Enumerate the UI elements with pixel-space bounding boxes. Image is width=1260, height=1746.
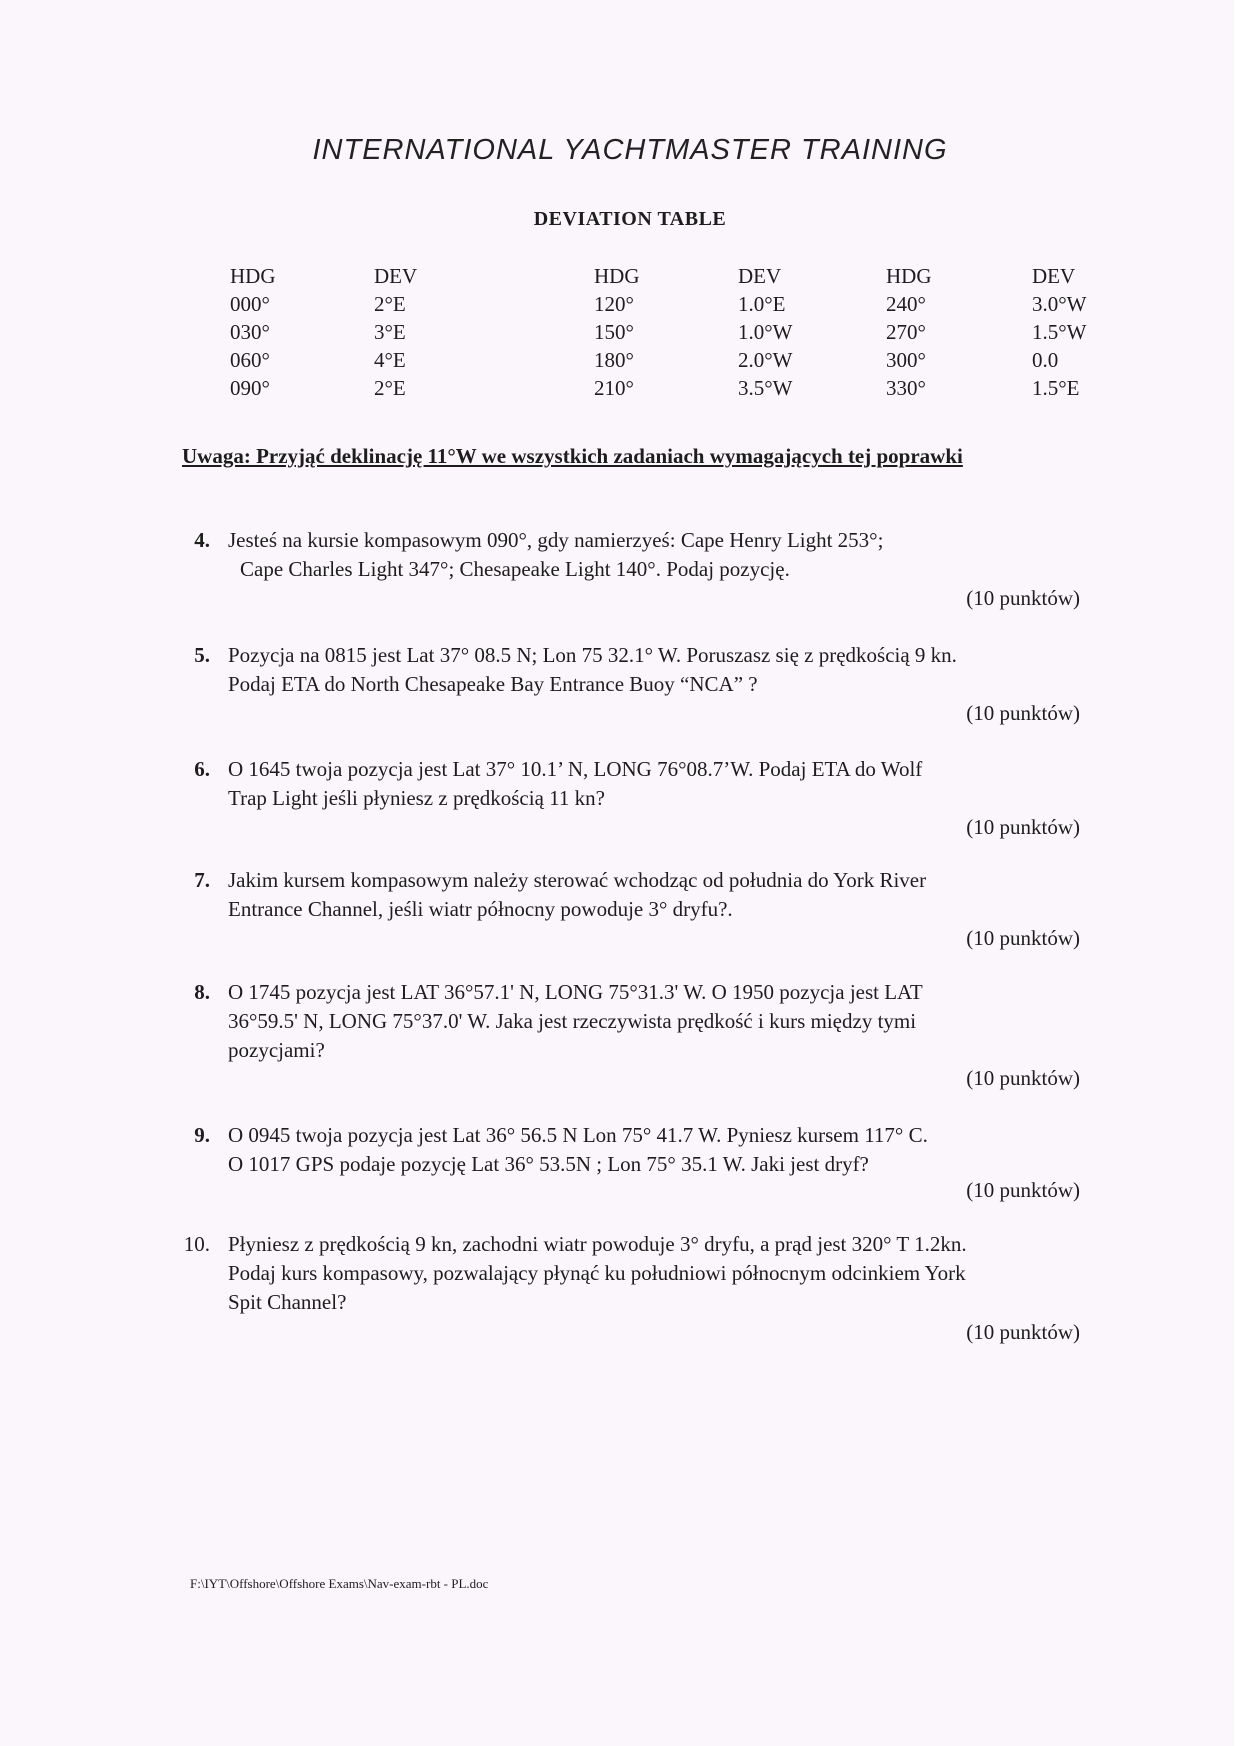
column-header: DEV	[738, 264, 782, 288]
question-number: 5.	[194, 643, 210, 667]
table-cell: 2°E	[374, 292, 406, 316]
question-number: 4.	[194, 528, 210, 552]
deviation-column-dev-1	[374, 262, 417, 402]
column-header: HDG	[230, 264, 276, 288]
question-text	[228, 866, 1098, 924]
question-line: Cape Charles Light 347°; Chesapeake Light 140°. Podaj pozycję.	[240, 557, 790, 581]
question-line: 36°59.5' N, LONG 75°37.0' W. Jaka jest rzeczywista prędkość i kurs między tymi	[228, 1009, 917, 1033]
table-cell: 150°	[594, 320, 634, 344]
question-text	[228, 641, 1098, 699]
table-cell: 060°	[230, 348, 270, 372]
question-text	[228, 526, 1098, 584]
deviation-column-hdg-1	[230, 262, 276, 402]
question-line: Entrance Channel, jeśli wiatr północny powoduje 3° dryfu?.	[228, 897, 733, 921]
table-cell: 240°	[886, 292, 926, 316]
question-text	[228, 755, 1098, 813]
document-title: INTERNATIONAL YACHTMASTER TRAINING	[312, 134, 948, 166]
question-line: Pozycja na 0815 jest Lat 37° 08.5 N; Lon 75 32.1° W. Poruszasz się z prędkością 9 kn.	[228, 643, 957, 667]
question-line: Trap Light jeśli płyniesz z prędkością 11 kn?	[228, 786, 605, 810]
table-cell: 090°	[230, 376, 270, 400]
question-line: O 0945 twoja pozycja jest Lat 36° 56.5 N Lon 75° 41.7 W. Pyniesz kursem 117° C.	[228, 1123, 928, 1147]
table-cell: 3°E	[374, 320, 406, 344]
table-cell: 0.0	[1032, 348, 1059, 372]
declination-note: Uwaga: Przyjąć deklinację 11°W we wszystkich zadaniach wymagających tej poprawki	[182, 444, 963, 468]
table-cell: 1.0°W	[738, 320, 793, 344]
question-points: (10 punktów)	[966, 815, 1080, 839]
question-points: (10 punktów)	[966, 1066, 1080, 1090]
table-cell: 3.0°W	[1032, 292, 1087, 316]
table-cell: 210°	[594, 376, 634, 400]
question-line: Spit Channel?	[228, 1290, 347, 1314]
table-cell: 3.5°W	[738, 376, 793, 400]
question-line: O 1745 pozycja jest LAT 36°57.1' N, LONG 75°31.3' W. O 1950 pozycja jest LAT	[228, 980, 923, 1004]
question-line: Płyniesz z prędkością 9 kn, zachodni wiatr powoduje 3° dryfu, a prąd jest 320° T 1.2kn.	[228, 1232, 967, 1256]
question-number: 6.	[194, 757, 210, 781]
table-cell: 2.0°W	[738, 348, 793, 372]
deviation-column-hdg-3	[886, 262, 932, 402]
question-number: 7.	[194, 868, 210, 892]
question-line: O 1645 twoja pozycja jest Lat 37° 10.1’ N, LONG 76°08.7’W. Podaj ETA do Wolf	[228, 757, 923, 781]
question-number: 10.	[183, 1232, 210, 1256]
deviation-table-title: DEVIATION TABLE	[533, 208, 727, 230]
deviation-column-hdg-2	[594, 262, 640, 402]
column-header: DEV	[374, 264, 418, 288]
question-points: (10 punktów)	[966, 1320, 1080, 1344]
question-text	[228, 978, 1098, 1065]
table-cell: 4°E	[374, 348, 406, 372]
table-cell: 1.0°E	[738, 292, 786, 316]
question-line: O 1017 GPS podaje pozycję Lat 36° 53.5N ; Lon 75° 35.1 W. Jaki jest dryf?	[228, 1152, 869, 1176]
table-cell: 330°	[886, 376, 926, 400]
table-cell: 030°	[230, 320, 270, 344]
question-line: Jakim kursem kompasowym należy sterować wchodząc od południa do York River	[228, 868, 927, 892]
deviation-column-dev-2	[738, 262, 792, 402]
deviation-table	[0, 262, 1260, 402]
question-number: 9.	[194, 1123, 210, 1147]
question-text	[228, 1121, 1098, 1179]
table-cell: 180°	[594, 348, 634, 372]
column-header: DEV	[1032, 264, 1076, 288]
table-cell: 1.5°W	[1032, 320, 1087, 344]
question-points: (10 punktów)	[966, 586, 1080, 610]
question-line: Jesteś na kursie kompasowym 090°, gdy namierzyeś: Cape Henry Light 253°;	[228, 528, 884, 552]
file-path-footer: F:\IYT\Offshore\Offshore Exams\Nav-exam-rbt - PL.doc	[190, 1576, 489, 1591]
question-points: (10 punktów)	[966, 701, 1080, 725]
table-cell: 120°	[594, 292, 634, 316]
table-cell: 270°	[886, 320, 926, 344]
deviation-column-dev-3	[1032, 262, 1086, 402]
question-number: 8.	[194, 980, 210, 1004]
table-cell: 1.5°E	[1032, 376, 1080, 400]
question-points: (10 punktów)	[966, 926, 1080, 950]
question-line: Podaj ETA do North Chesapeake Bay Entrance Buoy “NCA” ?	[228, 672, 758, 696]
question-points: (10 punktów)	[966, 1178, 1080, 1202]
question-line: pozycjami?	[228, 1038, 325, 1062]
column-header: HDG	[594, 264, 640, 288]
table-cell: 300°	[886, 348, 926, 372]
question-text	[228, 1230, 1098, 1317]
table-cell: 000°	[230, 292, 270, 316]
column-header: HDG	[886, 264, 932, 288]
table-cell: 2°E	[374, 376, 406, 400]
question-line: Podaj kurs kompasowy, pozwalający płynąć ku południowi północnym odcinkiem York	[228, 1261, 966, 1285]
